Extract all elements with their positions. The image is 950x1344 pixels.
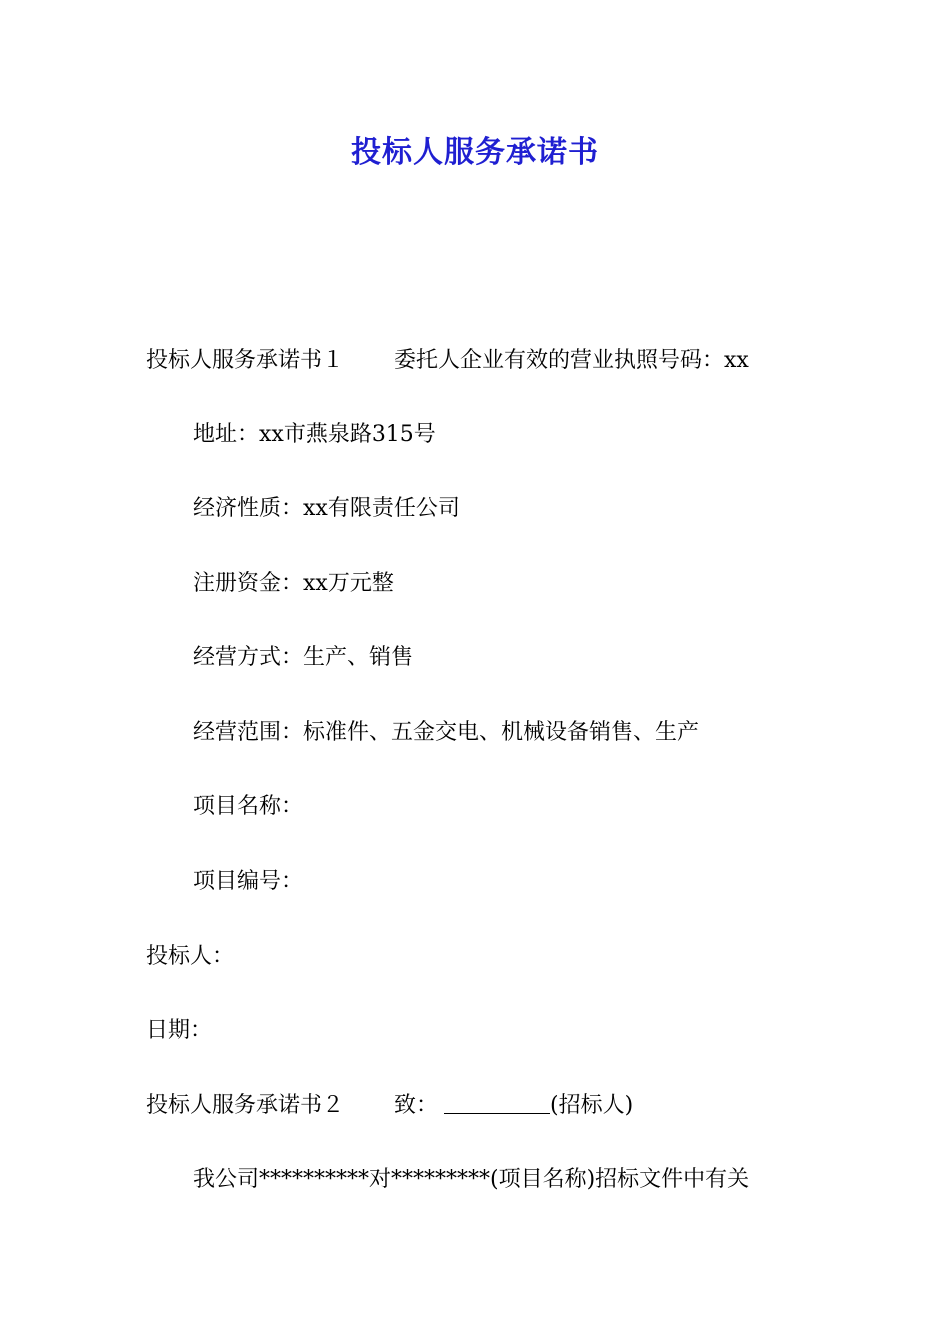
date-label: 日期： bbox=[146, 1018, 213, 1043]
business-mode-field: 经营方式：生产、销售 bbox=[193, 645, 414, 670]
section2-heading: 投标人服务承诺书２ bbox=[146, 1093, 345, 1118]
section1-line bbox=[146, 346, 749, 376]
recipient-suffix: (招标人) bbox=[550, 1093, 634, 1118]
section2-body: 我公司**********对*********(项目名称)招标文件中有关 bbox=[193, 1167, 750, 1192]
license-text: 委托人企业有效的营业执照号码：xx bbox=[394, 348, 749, 373]
document-title: 投标人服务承诺书 bbox=[351, 135, 599, 170]
bidder-label: 投标人： bbox=[146, 944, 235, 969]
recipient-blank bbox=[444, 1091, 550, 1114]
to-label: 致： bbox=[394, 1093, 439, 1118]
economic-nature-field: 经济性质：xx有限责任公司 bbox=[193, 496, 460, 521]
project-number-field: 项目编号： bbox=[193, 869, 304, 894]
address-field: 地址：xx市燕泉路315号 bbox=[193, 422, 436, 447]
project-name-field: 项目名称： bbox=[193, 794, 304, 819]
business-scope-field: 经营范围：标准件、五金交电、机械设备销售、生产 bbox=[193, 720, 700, 745]
section1-heading: 投标人服务承诺书１ bbox=[146, 348, 345, 373]
section2-line bbox=[146, 1091, 633, 1121]
registered-capital-field: 注册资金：xx万元整 bbox=[193, 571, 394, 596]
